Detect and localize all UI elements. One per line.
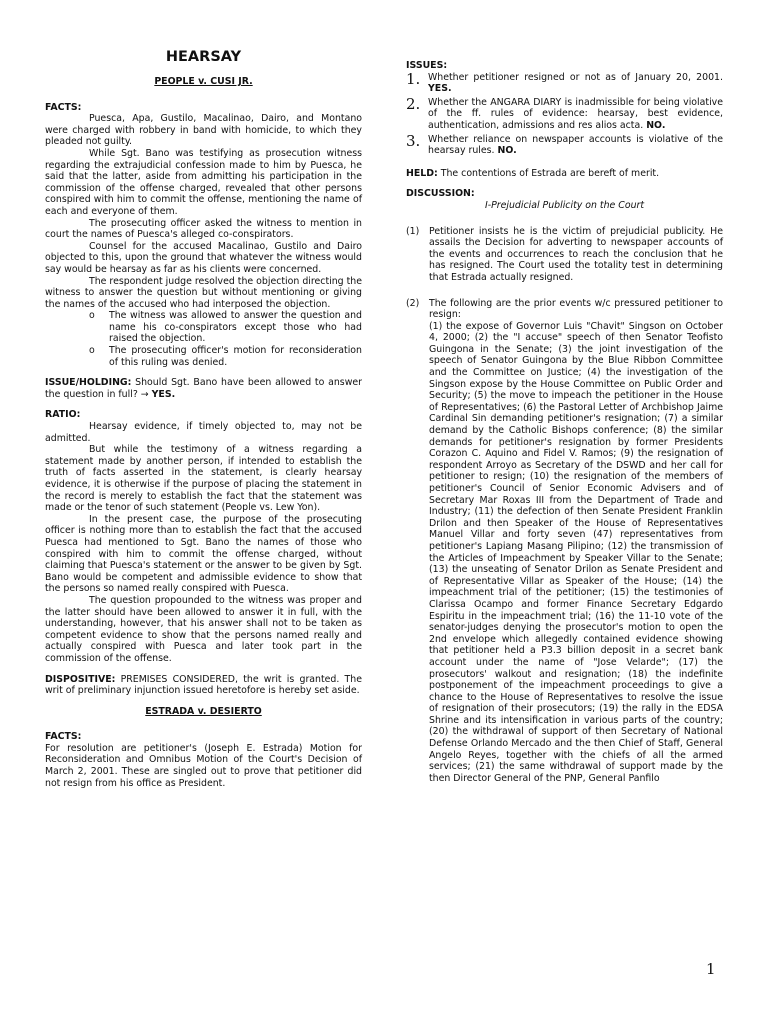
point-number: (2) <box>406 297 420 309</box>
issue-holding <box>45 377 362 400</box>
sub-item <box>45 345 362 368</box>
ratio-paragraph: The question propounded to the witness was proper and the latter should have been allowed to answer it in full, with the understanding, however, that his answer shall not to be taken as competent evidence to show that the persons named really and actually conspired with Puesca and later took part in the commission of the offense. <box>45 594 362 664</box>
issue-text: Whether the ANGARA DIARY is inadmissible for being violative of the ff. rules of evidence: hearsay, best evidence, authentication, admissions and res alios acta. <box>428 96 723 131</box>
issue-text: Whether reliance on newspaper accounts is violative of the hearsay rules. <box>428 133 723 157</box>
point-text: Petitioner insists he is the victim of prejudicial publicity. He assails the Decision for adverting to newspaper accounts of the events and occurrences to reach the conclusion that he has resigned. The Court used the totality test in determining that Estrada actually resigned. <box>429 225 723 283</box>
left-column <box>45 48 362 789</box>
ratio-paragraph: In the present case, the purpose of the prosecuting officer is nothing more than to establish the fact that the accused Puesca had mentioned to Sgt. Bano the names of those who conspired with him to commit the offense charged, without claiming that Puesca's statement or the answer to be given by Sgt. Bano would be competent and admissible evidence to show that the persons so named really conspired with Puesca. <box>45 513 362 595</box>
discussion-heading: DISCUSSION: <box>406 188 475 200</box>
facts-paragraph: The prosecuting officer asked the witness to mention in court the names of Puesca's alleged co-conspirators. <box>45 217 362 241</box>
dispositive-label: DISPOSITIVE: <box>45 673 116 685</box>
issue-item <box>406 69 723 95</box>
held-text: The contentions of Estrada are bereft of merit. <box>437 167 660 179</box>
issue-item <box>406 94 723 132</box>
issue-answer: NO. <box>646 119 666 131</box>
facts-paragraph: While Sgt. Bano was testifying as prosecution witness regarding the extrajudicial confession made to him by Puesca, he said that the latter, aside from admitting his participation in the commission of the offense charged, revealed that other persons conspired with him to commit the offense, mentioning the name of each and everyone of them. <box>45 147 362 217</box>
sub-item-text: The witness was allowed to answer the question and name his co-conspirators except those who had raised the objection. <box>109 310 362 345</box>
issue-answer: NO. <box>497 145 517 157</box>
dispositive <box>45 674 362 697</box>
bullet-marker: o <box>89 310 95 322</box>
case-title-estrada-v-desierto: ESTRADA v. DESIERTO <box>145 705 262 717</box>
issue-number: 1. <box>406 69 421 88</box>
page-title: HEARSAY <box>165 49 242 65</box>
ratio-paragraph: Hearsay evidence, if timely objected to, may not be admitted. <box>45 421 362 444</box>
page-number: 1 <box>706 960 716 978</box>
issue-item <box>406 131 723 157</box>
facts-heading: FACTS: <box>45 101 82 113</box>
right-column <box>406 60 723 784</box>
facts-paragraph: Puesca, Apa, Gustilo, Macalinao, Dairo, and Montano were charged with robbery in band with homicide, to which they pleaded not guilty. <box>45 113 362 148</box>
facts2-paragraph: For resolution are petitioner's (Joseph E. Estrada) Motion for Reconsideration and Omnibus Motion of the Court's Decision of March 2, 2001. These are singled out to prove that petitioner did not resign from his office as President. <box>45 742 362 789</box>
issue-number: 2. <box>406 94 421 113</box>
issue-text: Whether petitioner resigned or not as of January 20, 2001. <box>428 71 723 83</box>
discussion-subheading: I-Prejudicial Publicity on the Court <box>484 199 645 211</box>
dispositive-text: PREMISES CONSIDERED, the writ is granted. The writ of preliminary injunction issued heretofore is hereby set aside. <box>45 673 362 697</box>
facts2-heading: FACTS: <box>45 731 82 743</box>
events-list: (1) the expose of Governor Luis "Chavit" Singson on October 4, 2000; (2) the "I accuse" speech of then Senator Teofisto Guingona in the Senate; (3) the joint investigation of the speech of Senator Guingona by the Blue Ribbon Committee and the Committee on Justice; (4) the investigation of the Singson expose by the House Committee on Public Order and Security; (5) the move to impeach the petitioner in the House of Representatives; (6) the Pastoral Letter of Archbishop Jaime Cardinal Sin demanding petitioner's resignation; (7) a similar demand by the Catholic Bishops conference; (8) the similar demands for petitioner's resignation by former Presidents Corazon C. Aquino and Fidel V. Ramos; (9) the resignation of respondent Arroyo as Secretary of the DSWD and her call for petitioner to resign; (10) the resignation of the members of petitioner's Council of Senior Economic Advisers and of Secretary Mar Roxas III from the Department of Trade and Industry; (11) the defection of then Senate President Franklin Drilon and then Speaker of the House of Representatives Manuel Villar and forty seven (47) representatives from petitioner's Lapiang Masang Pilipino; (12) the transmission of the Articles of Impeachment by Speaker Villar to the Senate; (13) the unseating of Senator Drilon as Senate President and of Representative Villar as Speaker of the House; (14) the impeachment trial of the petitioner; (15) the testimonies of Clarissa Ocampo and former Finance Secretary Edgardo Espiritu in the impeachment trial; (16) the 11-10 vote of the senator-judges denying the prosecutor's motion to open the 2nd envelope which allegedly contained evidence showing that petitioner held a P3.3 billion deposit in a secret bank account under the name of "Jose Velarde"; (17) the prosecutors' walkout and resignation; (18) the indefinite postponement of the impeachment proceedings to give a chance to the House of Representatives to resolve the issue of resignation of their prosecutors; (19) the rally in the EDSA Shrine and its intensification in various parts of the country; (20) the withdrawal of support of then Secretary of National Defense Orlando Mercado and the then Chief of Staff, General Angelo Reyes, together with the chiefs of all the armed services; (21) the same withdrawal of support made by the then Director General of the PNP, General Panfilo <box>429 320 723 784</box>
issues-heading: ISSUES: <box>406 60 448 71</box>
held-label: HELD: <box>406 167 438 179</box>
issue-number: 3. <box>406 131 421 150</box>
issue-holding-answer: YES. <box>151 388 176 400</box>
point-number: (1) <box>406 225 420 237</box>
ratio-paragraph: But while the testimony of a witness regarding a statement made by another person, if intended to establish the truth of facts asserted in the statement, is clearly hearsay evidence, it is otherwise if the purpose of placing the statement in the record is merely to establish the fact that the statement was made or the tenor of such statement (People vs. Lew Yon). <box>45 444 362 514</box>
issue-holding-text: Should Sgt. Bano have been allowed to answer the question in full? → <box>45 377 362 400</box>
point-text: The following are the prior events w/c pressured petitioner to resign: <box>429 297 723 321</box>
facts-paragraph: The respondent judge resolved the objection directing the witness to answer the question but without mentioning or giving the names of the accused who had interposed the objection. <box>45 275 362 310</box>
facts-paragraph: Counsel for the accused Macalinao, Gustilo and Dairo objected to this, upon the ground that whatever the witness would say would be hearsay as far as his clients were concerned. <box>45 240 362 275</box>
issue-holding-label: ISSUE/HOLDING: <box>45 377 132 389</box>
case-title-people-v-cusi: PEOPLE v. CUSI JR. <box>154 76 253 87</box>
bullet-marker: o <box>89 345 95 357</box>
issue-answer: YES. <box>428 83 452 95</box>
held <box>406 168 723 180</box>
sub-item-text: The prosecuting officer's motion for reconsideration of this ruling was denied. <box>109 345 362 368</box>
discussion-point <box>406 226 723 284</box>
ratio-heading: RATIO: <box>45 409 81 421</box>
discussion-point <box>406 298 723 785</box>
sub-item <box>45 310 362 345</box>
